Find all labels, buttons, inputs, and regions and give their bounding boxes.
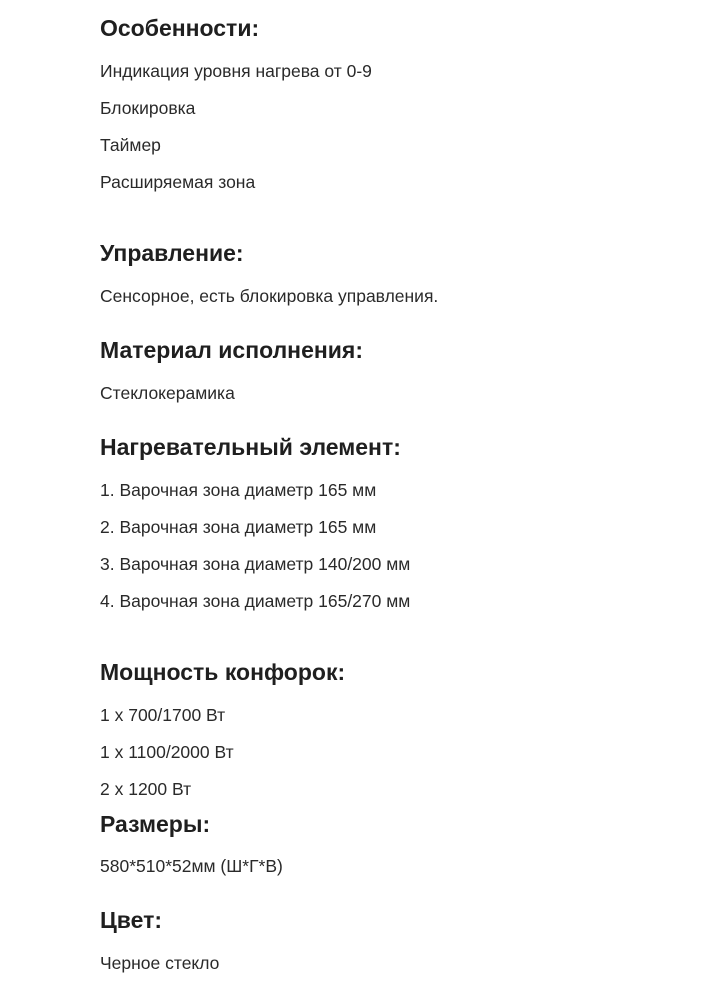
dimensions-heading: Размеры: bbox=[100, 811, 211, 837]
features-item: Таймер bbox=[100, 135, 161, 155]
color-heading: Цвет: bbox=[100, 907, 163, 933]
color-text: Черное стекло bbox=[100, 953, 220, 973]
features-heading: Особенности: bbox=[100, 15, 260, 41]
power-item: 2 х 1200 Вт bbox=[100, 779, 192, 799]
heating-element-item: 3. Варочная зона диаметр 140/200 мм bbox=[100, 554, 411, 574]
features-item: Блокировка bbox=[100, 98, 196, 118]
heating-element-item: 1. Варочная зона диаметр 165 мм bbox=[100, 480, 377, 500]
material-text: Стеклокерамика bbox=[100, 383, 235, 403]
material-heading: Материал исполнения: bbox=[100, 337, 363, 363]
power-item: 1 х 700/1700 Вт bbox=[100, 705, 226, 725]
power-item: 1 х 1100/2000 Вт bbox=[100, 742, 234, 762]
dimensions-text: 580*510*52мм (Ш*Г*В) bbox=[100, 856, 283, 876]
control-heading: Управление: bbox=[100, 240, 244, 266]
control-text: Сенсорное, есть блокировка управления. bbox=[100, 286, 439, 306]
heating-element-item: 2. Варочная зона диаметр 165 мм bbox=[100, 517, 377, 537]
heating-element-item: 4. Варочная зона диаметр 165/270 мм bbox=[100, 591, 411, 611]
features-item: Индикация уровня нагрева от 0-9 bbox=[100, 61, 372, 81]
features-item: Расширяемая зона bbox=[100, 172, 256, 192]
heating-element-heading: Нагревательный элемент: bbox=[100, 434, 401, 460]
power-heading: Мощность конфорок: bbox=[100, 659, 346, 685]
